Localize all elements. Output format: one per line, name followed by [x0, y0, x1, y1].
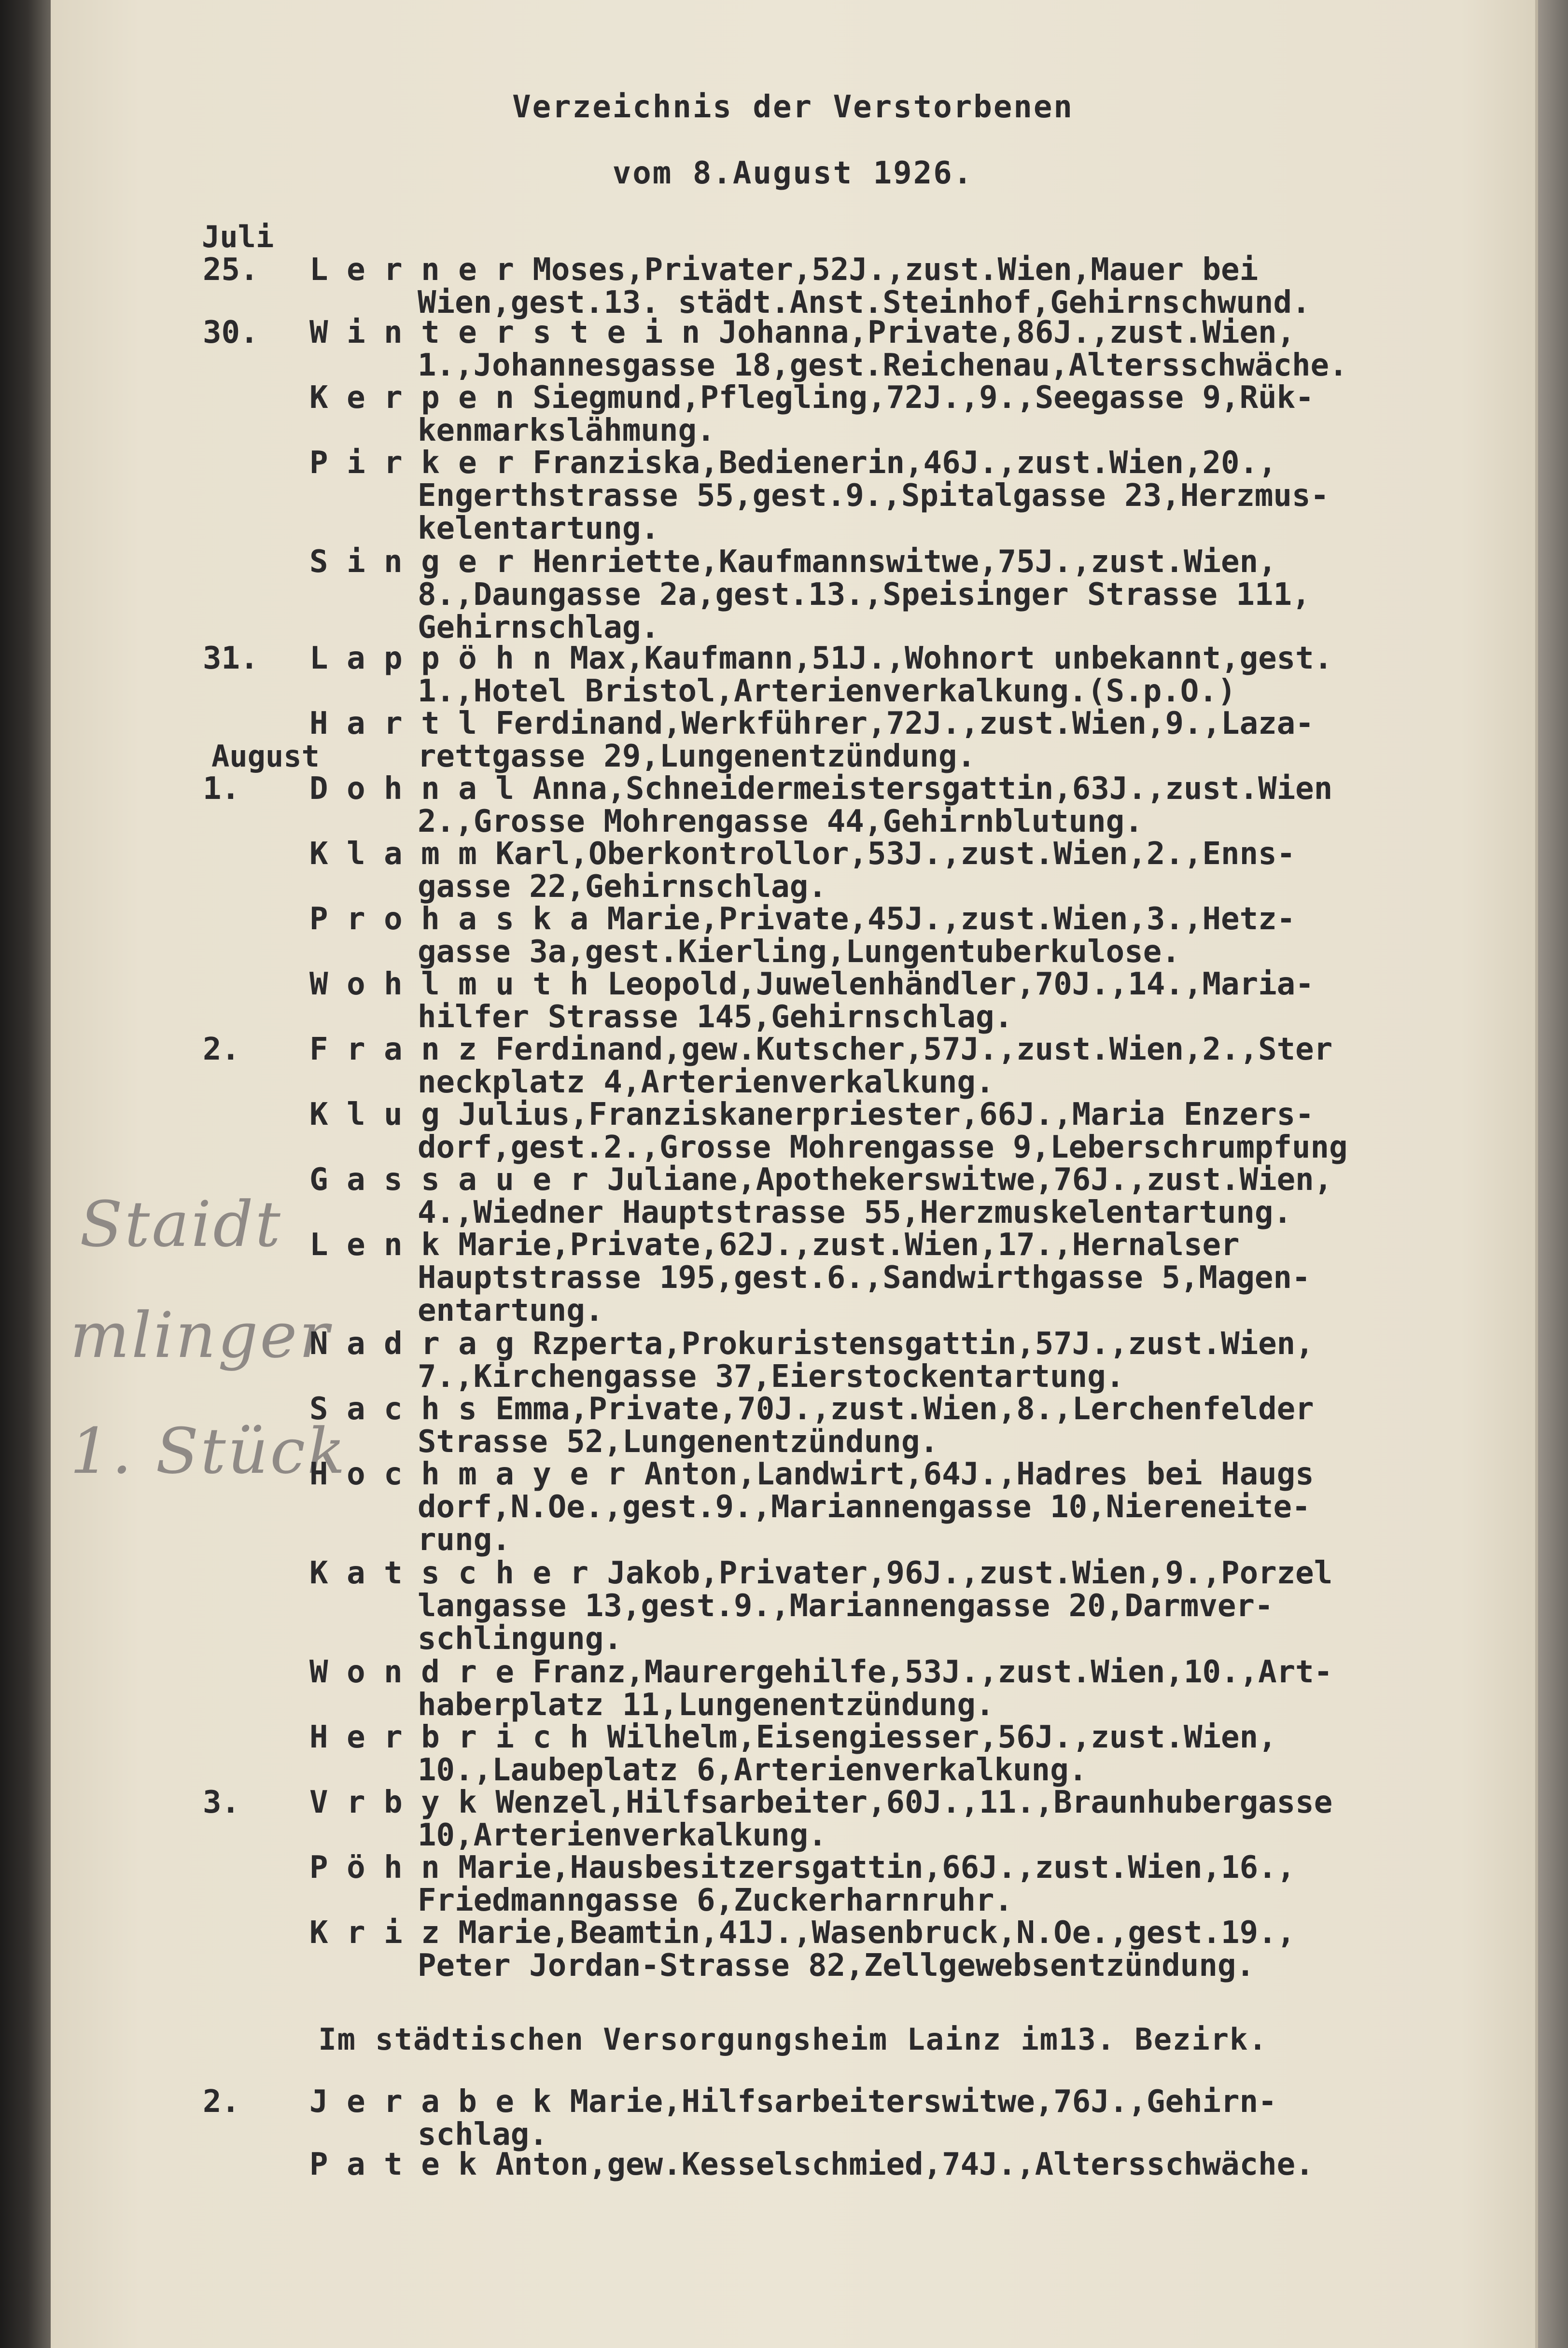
entry-name-line: K r i z Marie,Beamtin,41J.,Wasenbruck,N.Oe.,gest.19., [309, 1915, 1296, 1951]
entry-detail-line: langasse 13,gest.9.,Mariannengasse 20,Darmver- [418, 1588, 1274, 1624]
entry-day: 2. [203, 2084, 240, 2120]
entry-detail-line: 10.,Laubeplatz 6,Arterienverkalkung. [418, 1752, 1088, 1788]
entry-detail-line: hilfer Strasse 145,Gehirnschlag. [418, 999, 1013, 1035]
entry-name-line: H o c h m a y e r Anton,Landwirt,64J.,Hadres bei Haugs [309, 1456, 1314, 1492]
entry-detail-line: 10,Arterienverkalkung. [418, 1817, 827, 1853]
document-title: Verzeichnis der Verstorbenen [512, 89, 1074, 125]
entry-detail-line: Wien,gest.13. städt.Anst.Steinhof,Gehirnschwund. [418, 285, 1311, 321]
document-date: vom 8.August 1926. [612, 155, 974, 191]
entry-detail-line: 4.,Wiedner Hauptstrasse 55,Herzmuskelentartung. [418, 1195, 1292, 1230]
pencil-note: 1. Stück [70, 1414, 347, 1488]
entry-day: 2. [203, 1032, 240, 1067]
entry-detail-line: 1.,Johannesgasse 18,gest.Reichenau,Altersschwäche. [418, 348, 1348, 383]
entry-detail-line: gasse 3a,gest.Kierling,Lungentuberkulose. [418, 934, 1180, 970]
section-heading: Im städtischen Versorgungsheim Lainz im13. Bezirk. [318, 2022, 1268, 2057]
entry-name-line: L a p p ö h n Max,Kaufmann,51J.,Wohnort unbekannt,gest. [309, 641, 1333, 676]
entry-detail-line: Friedmanngasse 6,Zuckerharnruhr. [418, 1883, 1013, 1918]
entry-day: 3. [203, 1785, 240, 1820]
entry-name-line: K a t s c h e r Jakob,Privater,96J.,zust.Wien,9.,Porzel [309, 1555, 1333, 1591]
entry-name-line: D o h n a l Anna,Schneidermeistersgattin,63J.,zust.Wien [309, 771, 1333, 807]
entry-name-line: V r b y k Wenzel,Hilfsarbeiter,60J.,11.,Braunhubergasse [309, 1785, 1333, 1820]
entry-name-line: W o h l m u t h Leopold,Juwelenhändler,70J.,14.,Maria- [309, 966, 1314, 1002]
pencil-note: mlinger [70, 1299, 331, 1372]
entry-name-line: L e r n e r Moses,Privater,52J.,zust.Wien,Mauer bei [309, 252, 1259, 288]
entry-detail-line: neckplatz 4,Arterienverkalkung. [418, 1064, 994, 1100]
entry-name-line: N a d r a g Rzperta,Prokuristensgattin,57J.,zust.Wien, [309, 1326, 1314, 1362]
entry-detail-line: kenmarkslähmung. [418, 413, 715, 448]
entry-detail-line: 1.,Hotel Bristol,Arterienverkalkung.(S.p.O.) [418, 673, 1236, 709]
entry-name-line: J e r a b e k Marie,Hilfsarbeiterswitwe,76J.,Gehirn- [309, 2084, 1277, 2120]
entry-detail-line: Strasse 52,Lungenentzündung. [418, 1424, 938, 1460]
entry-detail-line: dorf,gest.2.,Grosse Mohrengasse 9,Leberschrumpfung [418, 1130, 1348, 1165]
entry-name-line: H a r t l Ferdinand,Werkführer,72J.,zust.Wien,9.,Laza- [309, 706, 1314, 741]
entry-detail-line: Hauptstrasse 195,gest.6.,Sandwirthgasse 5,Magen- [418, 1260, 1311, 1296]
entry-detail-line: 7.,Kirchengasse 37,Eierstockentartung. [418, 1359, 1125, 1395]
entry-detail-line: gasse 22,Gehirnschlag. [418, 869, 827, 905]
entry-detail-line: entartung. [418, 1293, 604, 1328]
document-page [51, 0, 1538, 2348]
entry-day: 30. [203, 315, 259, 350]
month-label-august: August [211, 739, 320, 774]
entry-detail-line: kelentartung. [418, 511, 659, 546]
entry-day: 31. [203, 641, 259, 676]
page-edge [1538, 0, 1568, 2348]
entry-detail-line: 8.,Daungasse 2a,gest.13.,Speisinger Strasse 111, [418, 577, 1311, 613]
entry-name-line: P i r k e r Franziska,Bedienerin,46J.,zust.Wien,20., [309, 445, 1277, 481]
entry-name-line: K e r p e n Siegmund,Pflegling,72J.,9.,Seegasse 9,Rük- [309, 380, 1314, 416]
entry-name-line: K l a m m Karl,Oberkontrollor,53J.,zust.Wien,2.,Enns- [309, 836, 1296, 872]
entry-name-line: S a c h s Emma,Private,70J.,zust.Wien,8.,Lerchenfelder [309, 1391, 1314, 1427]
entry-name-line: P ö h n Marie,Hausbesitzersgattin,66J.,zust.Wien,16., [309, 1850, 1296, 1886]
entry-detail-line: 2.,Grosse Mohrengasse 44,Gehirnblutung. [418, 804, 1143, 839]
entry-name-line: K l u g Julius,Franziskanerpriester,66J.,Maria Enzers- [309, 1097, 1314, 1132]
entry-name-line: S i n g e r Henriette,Kaufmannswitwe,75J.,zust.Wien, [309, 544, 1277, 580]
entry-detail-line: schlag. [418, 2117, 548, 2152]
entry-detail-line: Peter Jordan-Strasse 82,Zellgewebsentzündung. [418, 1948, 1255, 1984]
entry-day: 1. [203, 771, 240, 807]
entry-detail-line: dorf,N.Oe.,gest.9.,Mariannengasse 10,Niereneite- [418, 1489, 1311, 1525]
pencil-note: Staidt [80, 1188, 282, 1261]
entry-name-line: P r o h a s k a Marie,Private,45J.,zust.Wien,3.,Hetz- [309, 901, 1296, 937]
entry-detail-line: Gehirnschlag. [418, 610, 659, 645]
entry-detail-line: schlingung. [418, 1621, 622, 1657]
entry-detail-line: rung. [418, 1522, 511, 1558]
entry-name-line: F r a n z Ferdinand,gew.Kutscher,57J.,zust.Wien,2.,Ster [309, 1032, 1333, 1067]
entry-name-line: H e r b r i c h Wilhelm,Eisengiesser,56J.,zust.Wien, [309, 1719, 1277, 1755]
book-binding [0, 0, 51, 2348]
month-label-july: Juli [202, 219, 274, 254]
entry-name-line: W o n d r e Franz,Maurergehilfe,53J.,zust.Wien,10.,Art- [309, 1654, 1333, 1690]
entry-detail-line: haberplatz 11,Lungenentzündung. [418, 1687, 994, 1723]
entry-day: 25. [203, 252, 259, 288]
entry-detail-line: rettgasse 29,Lungenentzündung. [418, 739, 976, 774]
entry-name-line: G a s s a u e r Juliane,Apothekerswitwe,76J.,zust.Wien, [309, 1162, 1333, 1198]
entry-detail-line: Engerthstrasse 55,gest.9.,Spitalgasse 23,Herzmus- [418, 478, 1330, 514]
entry-name-line: P a t e k Anton,gew.Kesselschmied,74J.,Altersschwäche. [309, 2147, 1314, 2182]
entry-name-line: W i n t e r s t e i n Johanna,Private,86J.,zust.Wien, [309, 315, 1296, 350]
entry-name-line: L e n k Marie,Private,62J.,zust.Wien,17.,Hernalser [309, 1227, 1240, 1263]
